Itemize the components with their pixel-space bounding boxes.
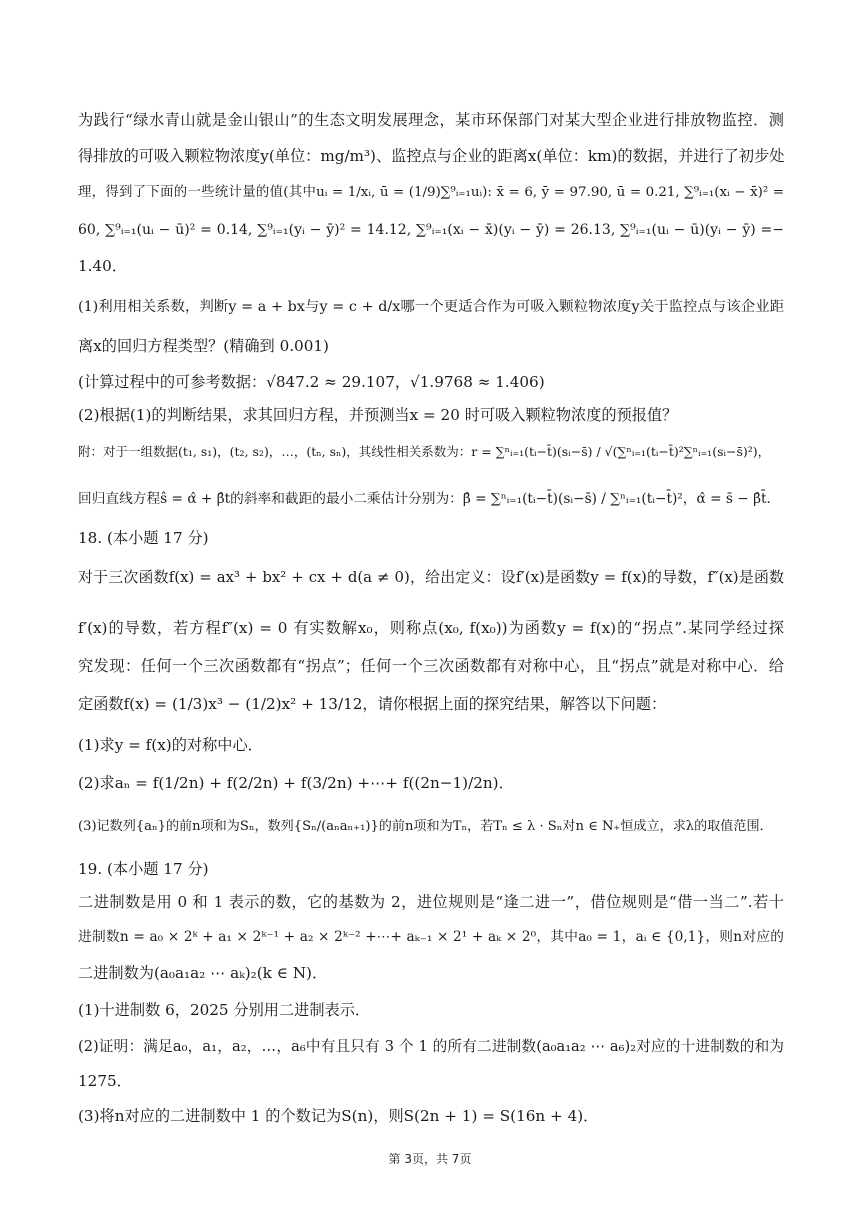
problem-19-q1: (1)十进制数 6，2025 分别用二进制表示． xyxy=(78,1001,371,1019)
problem-18-line-2: f′(x)的导数，若方程f″(x) = 0 有实数解x₀，则称点(x₀, f(x₀))为函数y = f(x)的“拐点”.某同学经过探 xyxy=(78,619,784,637)
problem-18-heading: 18. (本小题 17 分) xyxy=(78,529,209,547)
problem-17-q1-line-1: (1)利用相关系数，判断y = a + bx与y = c + d/x哪一个更适合作为可吸入颗粒物浓度y关于监控点与该企业距 xyxy=(78,299,784,315)
problem-19-q2-line-2: 1275． xyxy=(78,1072,132,1090)
problem-17-q1-line-2: 离x的回归方程类型？(精确到 0.001) xyxy=(78,337,329,355)
problem-18-line-1: 对于三次函数f(x) = ax³ + bx² + cx + d(a ≠ 0)，给出定义：设f′(x)是函数y = f(x)的导数，f″(x)是函数 xyxy=(78,568,784,586)
problem-17-appendix-correlation: 附：对于一组数据(t₁, s₁)，(t₂, s₂)，…，(tₙ, sₙ)，其线性相关系数为：r = ∑ⁿᵢ₌₁(tᵢ−t̄)(sᵢ−s̄) / √(∑ⁿᵢ₌₁(tᵢ−t̄)²∑ⁿᵢ₌₁(sᵢ−s̄)²)， xyxy=(78,444,771,459)
problem-19-heading: 19. (本小题 17 分) xyxy=(78,860,209,878)
problem-18-q1: (1)求y = f(x)的对称中心． xyxy=(78,736,263,754)
problem-17-intro-line-4: 60, ∑⁹ᵢ₌₁(uᵢ − ū)² = 0.14, ∑⁹ᵢ₌₁(yᵢ − ȳ)² = 14.12, ∑⁹ᵢ₌₁(xᵢ − x̄)(yᵢ − ȳ) = 26.13, ∑⁹ᵢ₌₁(uᵢ − ū)(yᵢ − ȳ) =− xyxy=(78,222,784,238)
problem-17-intro-line-1: 为践行“绿水青山就是金山银山”的生态文明发展理念，某市环保部门对某大型企业进行排放物监控．测 xyxy=(78,111,784,129)
problem-17-intro-line-5: 1.40． xyxy=(78,257,128,275)
problem-18-q2: (2)求aₙ = f(1/2n) + f(2/2n) + f(3/2n) +⋯+ f((2n−1)/2n)． xyxy=(78,774,514,792)
problem-17-intro-line-3: 理，得到了下面的一些统计量的值(其中uᵢ = 1/xᵢ, ū = (1/9)∑⁹ᵢ₌₁uᵢ): x̄ = 6, ȳ = 97.90, ū = 0.21, ∑⁹ᵢ₌₁(xᵢ − x̄)² = xyxy=(78,185,784,200)
page-footer: 第 3页，共 7页 xyxy=(388,1152,472,1166)
problem-19-line-2: 进制数n = a₀ × 2ᵏ + a₁ × 2ᵏ⁻¹ + a₂ × 2ᵏ⁻² +⋯+ aₖ₋₁ × 2¹ + aₖ × 2⁰，其中a₀ = 1，aᵢ ∈ {0,1}，则n对应的 xyxy=(78,929,784,945)
problem-17-q2: (2)根据(1)的判断结果，求其回归方程，并预测当x = 20 时可吸入颗粒物浓度的预报值？ xyxy=(78,406,678,424)
problem-17-intro-line-2: 得排放的可吸入颗粒物浓度y(单位：mg/m³)、监控点与企业的距离x(单位：km)的数据，并进行了初步处 xyxy=(78,147,784,165)
problem-19-q3: (3)将n对应的二进制数中 1 的个数记为S(n)，则S(2n + 1) = S(16n + 4)． xyxy=(78,1107,599,1125)
problem-18-line-3: 究发现：任何一个三次函数都有“拐点”；任何一个三次函数都有对称中心，且“拐点”就是对称中心．给 xyxy=(78,657,784,675)
problem-19-line-1: 二进制数是用 0 和 1 表示的数，它的基数为 2，进位规则是“逢二进一”，借位规则是“借一当二”.若十 xyxy=(78,893,784,911)
problem-18-q3: (3)记数列{aₙ}的前n项和为Sₙ，数列{Sₙ/(aₙaₙ₊₁)}的前n项和为Tₙ，若Tₙ ≤ λ · Sₙ对n ∈ N₊恒成立，求λ的取值范围． xyxy=(78,819,773,834)
problem-18-line-4: 定函数f(x) = (1/3)x³ − (1/2)x² + 13/12，请你根据上面的探究结果，解答以下问题： xyxy=(78,695,667,713)
problem-17-reference-data: (计算过程中的可参考数据：√847.2 ≈ 29.107，√1.9768 ≈ 1.406) xyxy=(78,373,545,391)
problem-17-appendix-regression: 回归直线方程ŝ = α̂ + β̂t的斜率和截距的最小二乘估计分别为：β̂ = ∑ⁿᵢ₌₁(tᵢ−t̄)(sᵢ−s̄) / ∑ⁿᵢ₌₁(tᵢ−t̄)²，α̂ = s̄ − β̂t̄． xyxy=(78,491,781,507)
problem-19-line-3: 二进制数为(a₀a₁a₂ ⋯ aₖ)₂(k ∈ N)． xyxy=(78,964,328,982)
problem-19-q2-line-1: (2)证明：满足a₀，a₁，a₂，…，a₆中有且只有 3 个 1 的所有二进制数(a₀a₁a₂ ⋯ a₆)₂对应的十进制数的和为 xyxy=(78,1038,784,1055)
